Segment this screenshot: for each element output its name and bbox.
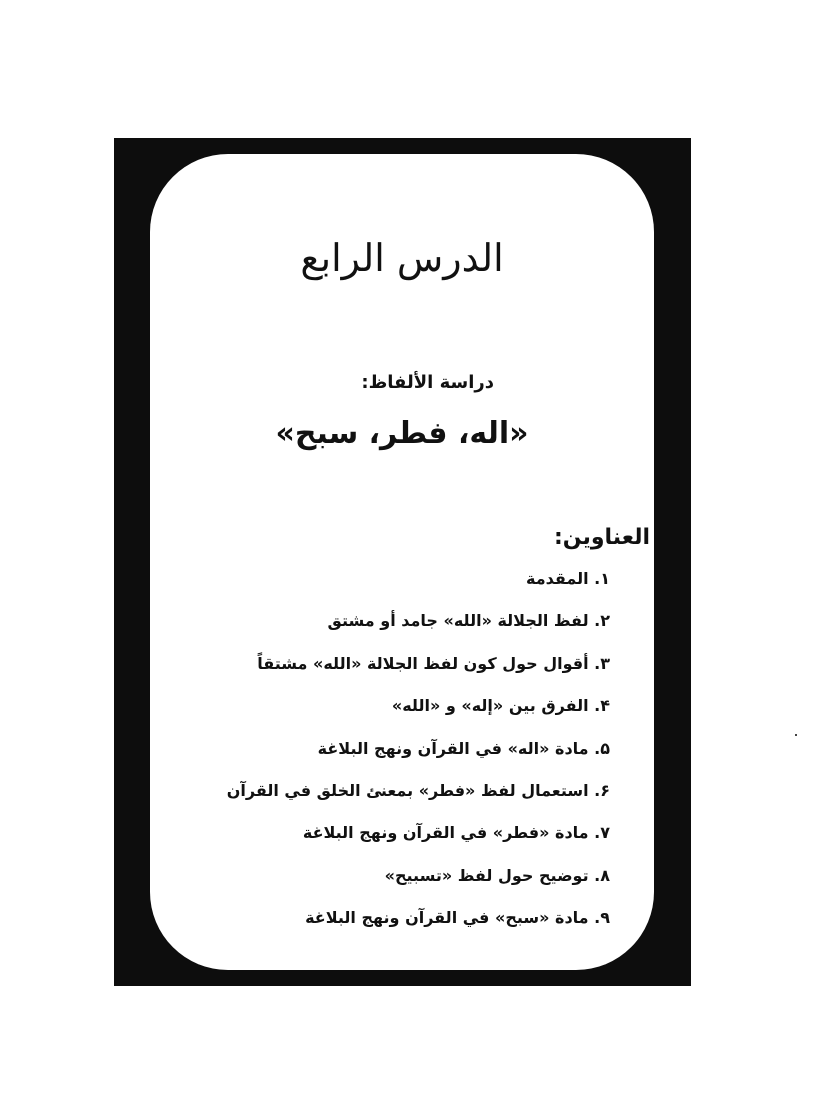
headings-label: العناوين: bbox=[554, 525, 650, 550]
topic-item: ٨. توضيح حول لفظ «تسبيح» bbox=[384, 865, 610, 885]
topic-item: ۴. الفرق بين «إله» و «الله» bbox=[391, 696, 610, 716]
decorative-frame bbox=[114, 138, 691, 986]
topic-item: ١. المقدمة bbox=[526, 569, 610, 588]
topic-item: ٢. لفظ الجلالة «الله» جامد أو مشتق bbox=[327, 611, 610, 631]
scan-speck bbox=[795, 734, 797, 736]
topic-item: ٣. أقوال حول كون لفظ الجلالة «الله» مشتقاً bbox=[257, 653, 610, 673]
topics-list bbox=[150, 564, 610, 946]
topic-item: ۵. مادة «اله» في القرآن ونهج البلاغة bbox=[317, 738, 610, 758]
lesson-title: الدرس الرابع bbox=[300, 236, 504, 280]
topic-item: ٧. مادة «فطر» في القرآن ونهج البلاغة bbox=[302, 823, 610, 843]
topic-item: ٩. مادة «سبح» في القرآن ونهج البلاغة bbox=[305, 908, 610, 928]
subtitle: دراسة الألفاظ: bbox=[361, 372, 494, 393]
topic-item: ۶. استعمال لفظ «فطر» بمعنئ الخلق في القرآن bbox=[226, 780, 610, 800]
content-panel bbox=[150, 154, 654, 970]
keywords-heading: «اله، فطر، سبح» bbox=[275, 416, 529, 451]
